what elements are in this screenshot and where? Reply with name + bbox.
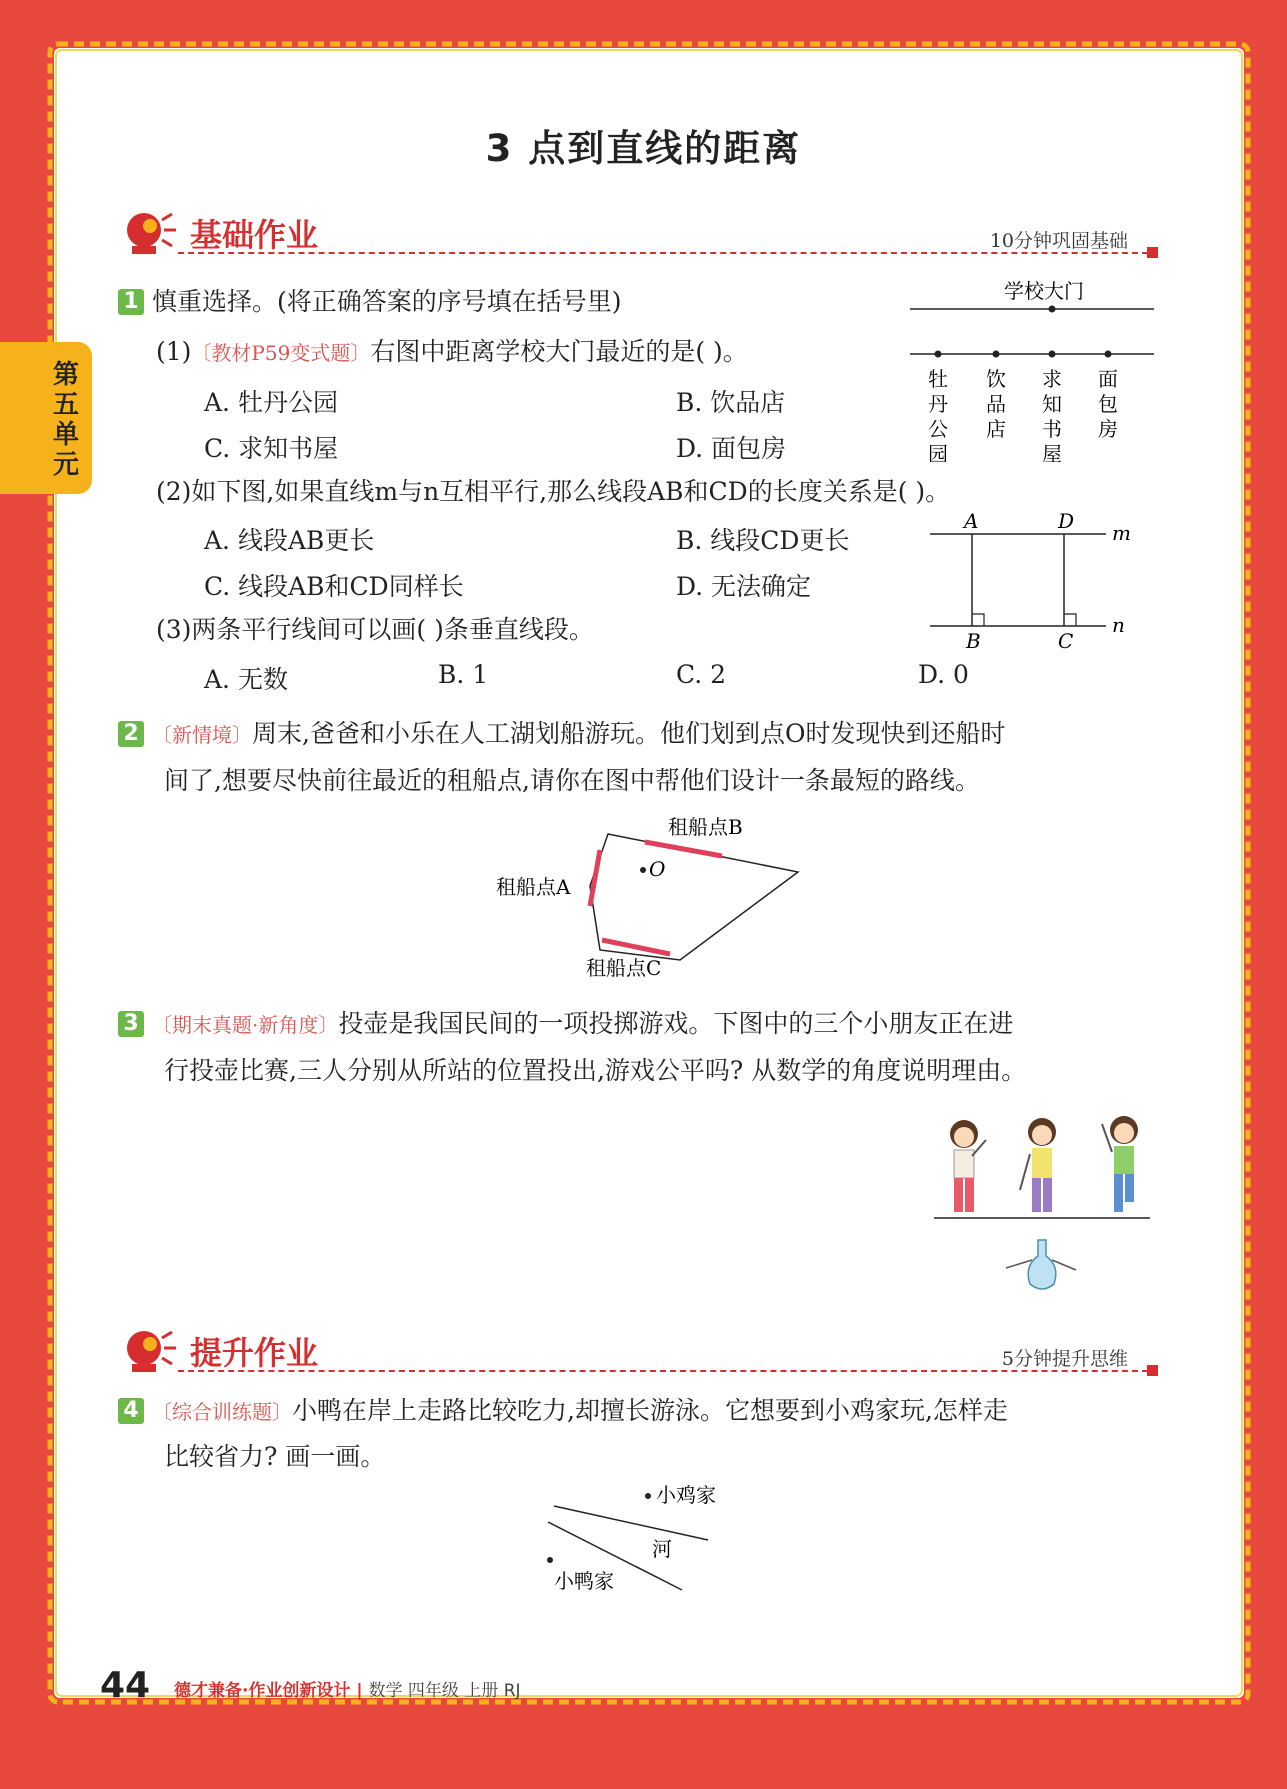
q1-p1-opt-b: B. 饮品店 [676,388,786,417]
place3-char: 求 [1042,367,1062,391]
q2-number: 2 [118,721,144,747]
river-diagram [540,1484,770,1594]
footer-series: 德才兼备·作业创新设计 | 数学 四年级 上册 RJ [174,1681,521,1701]
q2-tag: 〔新情境〕 [152,723,252,747]
q3-number: 3 [118,1011,144,1037]
q1-p3-opt-c: C. 2 [676,660,727,689]
q1-number: 1 [118,289,144,315]
place4-char: 包 [1098,392,1118,416]
section-basic-label: 基础作业 [190,216,319,254]
q3-line2: 行投壶比赛,三人分别从所站的位置投出,游戏公平吗? 从数学的角度说明理由。 [164,1056,1027,1085]
lamp-icon [118,1324,180,1380]
q1-p2-opt-d: D. 无法确定 [676,572,812,601]
place3-char: 知 [1042,392,1062,416]
boat-point-c: 租船点C [586,956,662,980]
page-number: 44 [100,1665,151,1706]
label-n: n [1112,613,1125,637]
section-basic-sub: 10分钟巩固基础 [989,230,1128,252]
q2-line1 [118,718,1005,751]
q1-p1 [156,336,748,369]
unit-tab [0,342,92,494]
section-divider [178,252,1158,254]
q1-p1-opt-d: D. 面包房 [676,434,787,463]
section-advanced-label: 提升作业 [190,1334,319,1372]
q1-p1-opt-a: A. 牡丹公园 [204,388,338,417]
section-advanced-sub: 5分钟提升思维 [1001,1348,1128,1370]
q2-text1: 周末,爸爸和小乐在人工湖划船游玩。他们划到点O时发现快到还船时 [252,719,1006,748]
place1-char: 丹 [928,392,948,416]
place2-char: 品 [986,392,1006,416]
place4-char: 面 [1098,367,1118,391]
q4-tag: 〔综合训练题〕 [152,1400,292,1424]
place1-char: 公 [928,417,948,441]
q1-p2-opt-c: C. 线段AB和CD同样长 [204,572,464,601]
river-label: 河 [652,1537,672,1561]
parallel-lines-diagram [926,510,1136,650]
duck-home-label: 小鸭家 [554,1569,614,1593]
school-gate-diagram [904,272,1154,462]
label-a: A [964,510,979,533]
boat-point-b: 租船点B [668,815,743,839]
place1-char: 园 [928,442,948,462]
section-advanced-header [118,1324,1158,1380]
place2-char: 店 [986,417,1006,441]
q1-p1-prefix: (1) [156,337,192,366]
q1-p3-opt-a: A. 无数 [204,665,288,694]
q1-p2-opt-b: B. 线段CD更长 [676,526,850,555]
place2-char: 饮 [986,367,1006,391]
q1-p1-opt-c: C. 求知书屋 [204,434,339,463]
q1-p1-tag: 〔教材P59变式题〕 [191,341,371,365]
gate-label: 学校大门 [1004,279,1084,303]
lake-diagram [490,810,810,980]
divider-end-square [1147,247,1158,258]
footer-series-name: 德才兼备·作业创新设计 [174,1681,351,1701]
section-divider [178,1370,1158,1372]
q1-stem-text: 慎重选择。(将正确答案的序号填在括号里) [152,287,622,316]
q1-p1-text: 右图中距离学校大门最近的是( )。 [370,337,748,366]
q1-p3-opt-d: D. 0 [918,660,969,689]
q1-p2: (2)如下图,如果直线m与n互相平行,那么线段AB和CD的长度关系是( )。 [156,477,951,506]
point-o: O [649,857,666,881]
q3-line1 [118,1008,1013,1041]
chick-home-label: 小鸡家 [656,1484,716,1507]
q4-line2: 比较省力? 画一画。 [164,1442,386,1471]
footer-book-info: 数学 四年级 上册 RJ [368,1681,521,1701]
label-b: B [966,629,981,650]
q1-p3: (3)两条平行线间可以画( )条垂直线段。 [156,615,594,644]
place4-char: 房 [1098,417,1118,441]
unit-tab-label: 第五单元 [52,360,79,480]
page-title: 3 点到直线的距离 [485,127,802,170]
place1-char: 牡 [928,367,948,391]
q1-p3-opt-b: B. 1 [438,660,489,689]
pitch-pot-illustration [934,1110,1164,1300]
divider-end-square [1147,1365,1158,1376]
q2-line2: 间了,想要尽快前往最近的租船点,请你在图中帮他们设计一条最短的路线。 [164,766,980,795]
q3-tag: 〔期末真题·新角度〕 [152,1013,339,1037]
q4-line1 [118,1395,1008,1428]
q1-stem [118,286,622,318]
place3-char: 屋 [1042,442,1062,462]
q1-p2-opt-a: A. 线段AB更长 [204,526,375,555]
label-c: C [1058,629,1074,650]
q3-text1: 投壶是我国民间的一项投掷游戏。下图中的三个小朋友正在进 [338,1009,1014,1038]
q4-text1: 小鸭在岸上走路比较吃力,却擅长游泳。它想要到小鸡家玩,怎样走 [292,1396,1008,1425]
q4-number: 4 [118,1398,144,1424]
place3-char: 书 [1042,417,1062,441]
lamp-icon [118,206,180,262]
label-d: D [1058,510,1075,533]
label-m: m [1112,521,1131,545]
boat-point-a: 租船点A [496,875,571,899]
section-basic-header [118,206,1158,262]
